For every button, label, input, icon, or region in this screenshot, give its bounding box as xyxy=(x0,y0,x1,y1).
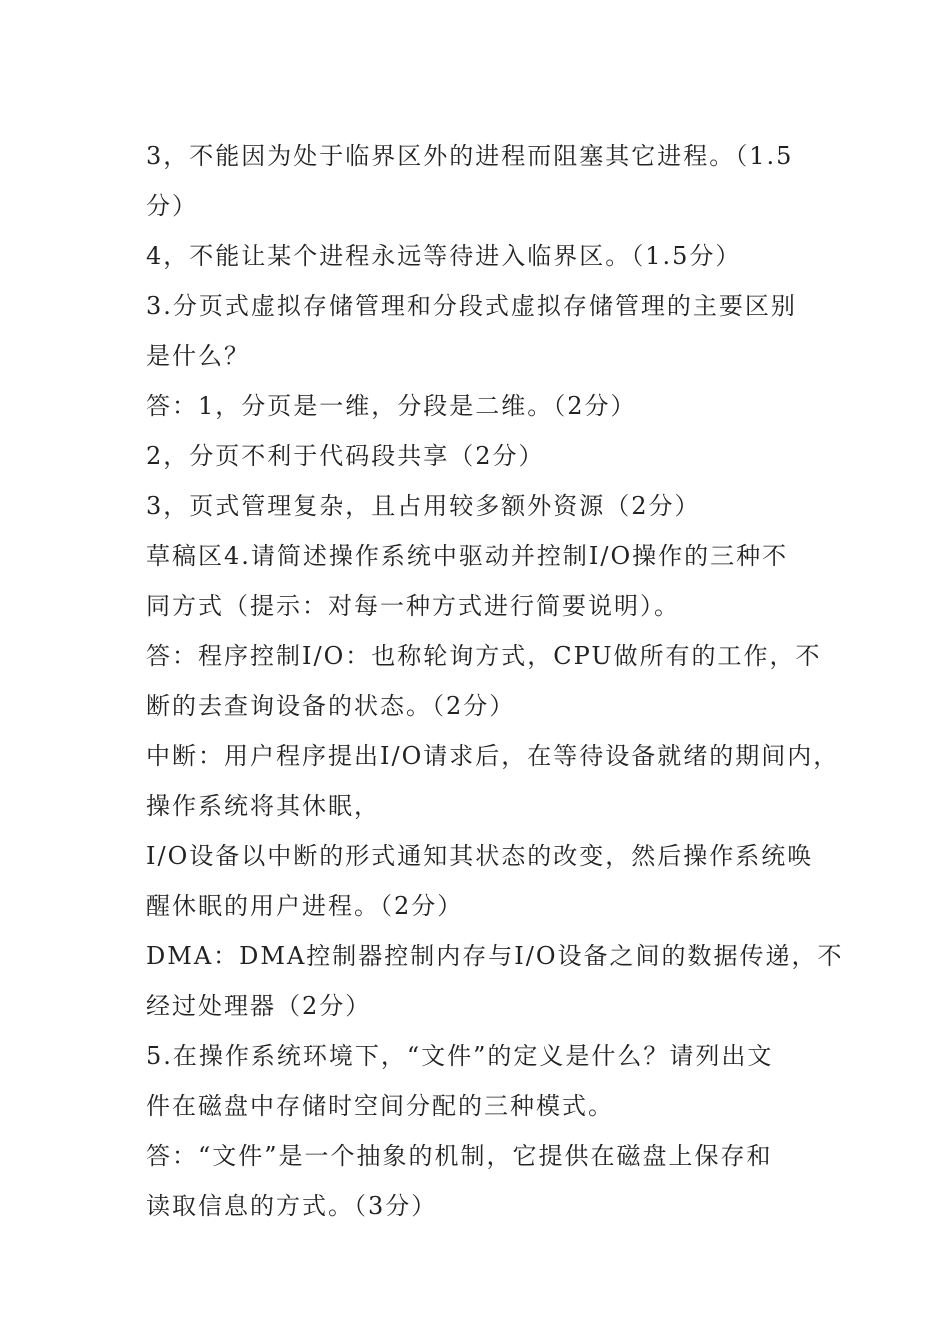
answer-line: 操作系统将其休眠， xyxy=(146,792,380,820)
answer-line: 答：1，分页是一维，分段是二维。（2分） xyxy=(146,392,637,420)
answer-line: I/O设备以中断的形式通知其状态的改变，然后操作系统唤 xyxy=(146,842,814,870)
text-line: 4，不能让某个进程永远等待进入临界区。（1.5分） xyxy=(146,242,742,270)
question-5-line: 件在磁盘中存储时空间分配的三种模式。 xyxy=(146,1092,614,1120)
answer-line: 答：“文件”是一个抽象的机制，它提供在磁盘上保存和 xyxy=(146,1142,773,1170)
question-5-line: 5.在操作系统环境下，“文件”的定义是什么？请列出文 xyxy=(146,1042,774,1070)
question-4-line: 草稿区4.请简述操作系统中驱动并控制I/O操作的三种不 xyxy=(146,542,789,570)
answer-line: 3，页式管理复杂，且占用较多额外资源（2分） xyxy=(146,492,701,520)
answer-line: 答：程序控制I/O：也称轮询方式，CPU做所有的工作，不 xyxy=(146,642,822,670)
answer-line: DMA：DMA控制器控制内存与I/O设备之间的数据传递，不 xyxy=(146,942,844,970)
question-4-line: 同方式（提示：对每一种方式进行简要说明）。 xyxy=(146,592,680,620)
answer-line: 中断：用户程序提出I/O请求后，在等待设备就绪的期间内， xyxy=(146,742,840,770)
answer-line: 读取信息的方式。（3分） xyxy=(146,1192,438,1220)
answer-line: 经过处理器（2分） xyxy=(146,992,372,1020)
text-line: 3，不能因为处于临界区外的进程而阻塞其它进程。（1.5 xyxy=(146,142,794,170)
answer-line: 断的去查询设备的状态。（2分） xyxy=(146,692,516,720)
question-3-line: 3.分页式虚拟存储管理和分段式虚拟存储管理的主要区别 xyxy=(146,292,797,320)
question-3-line: 是什么？ xyxy=(146,342,250,370)
text-line: 分） xyxy=(146,192,198,220)
answer-line: 2，分页不利于代码段共享（2分） xyxy=(146,442,545,470)
document-body xyxy=(146,131,844,1231)
answer-line: 醒休眠的用户进程。（2分） xyxy=(146,892,464,920)
